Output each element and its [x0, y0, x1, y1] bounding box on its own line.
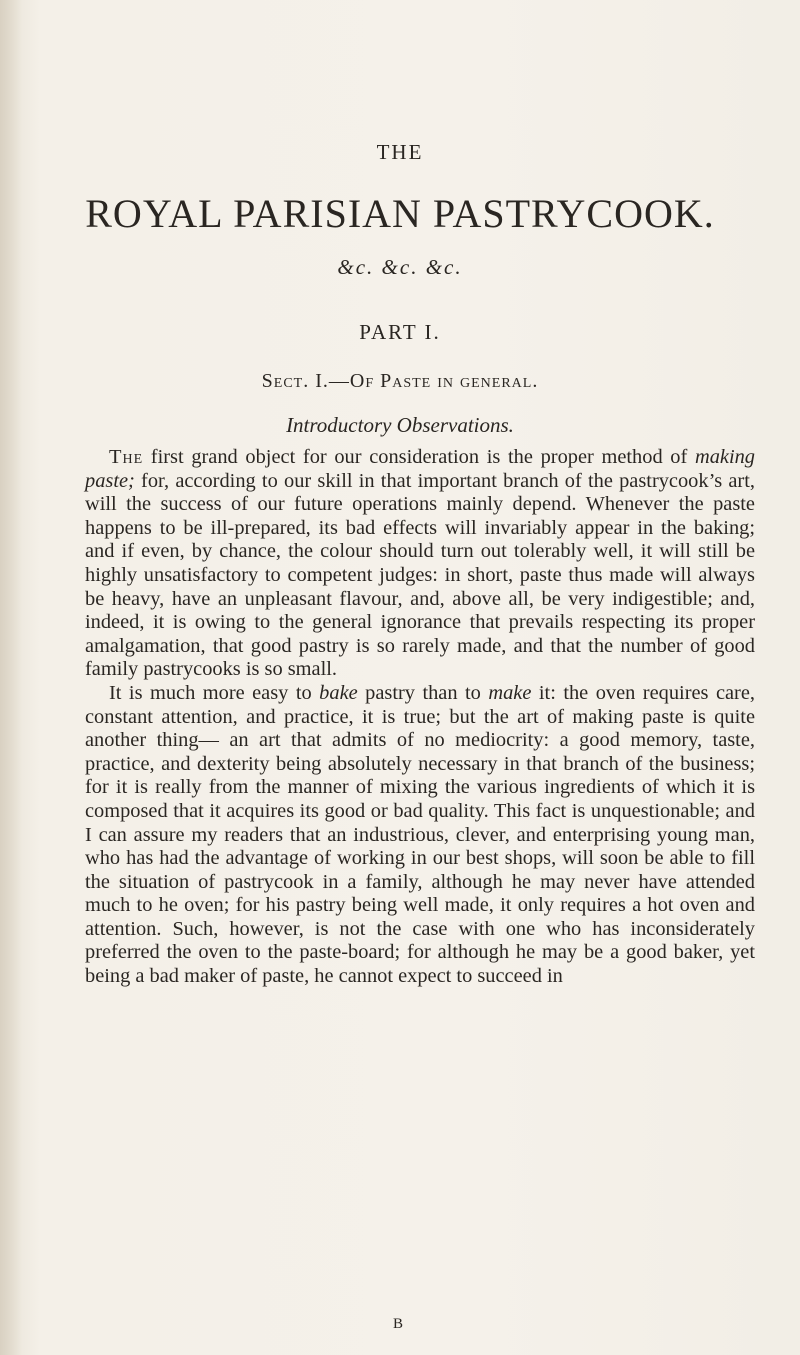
paragraph-2-text-b: pastry than to	[357, 681, 489, 704]
book-title: ROYAL PARISIAN PASTRYCOOK.	[85, 191, 715, 236]
section-heading: Sect. I.—Of Paste in general.	[261, 370, 539, 392]
lead-word: The	[109, 446, 144, 468]
paragraph-2-italic-bake: bake	[319, 681, 358, 704]
paragraph-1	[85, 446, 755, 682]
paragraph-2-text-c: it: the oven requires care, constant attention, and practice, it is true; but the art of making paste is quite another thing— an art that admits of no mediocrity: a good memory, taste, practice, and dexterity being absolutely necessary in that branch of the business; for it is really from the manner of mixing the various ingredients of which it is composed that it acquires its good or bad quality. This fact is unquestionable; and I can assure my readers that an industrious, clever, and enterprising young man, who has had the advantage of working in our best shops, will soon be able to fill the situation of pastrycook in a family, although he may never have attended much to he oven; for his pastry being well made, it only requires a hot oven and attention. Such, however, is not the case with one who has inconsiderately preferred the oven to the paste-board; for although he may be a good baker, yet being a bad maker of paste, he cannot expect to succeed in	[85, 681, 755, 988]
paragraph-1-text-b: for, according to our skill in that important branch of the pastrycook’s art, will the success of our future operations mainly depend. Whenever the paste happens to be ill-prepared, its bad effects will invariably appear in the baking; and if even, by chance, the colour should turn out tolerably well, it will still be highly unsatisfactory to competent judges: in short, paste thus made will always be heavy, have an unpleasant flavour, and, above all, be very indigestible; and, indeed, it is owing to the general ignorance that prevails respecting its proper amalgamation, that good pastry is so rarely made, and that the number of good family pastrycooks is so small.	[85, 469, 755, 681]
paragraph-1-text-a: first grand object for our consideration is the proper method of	[143, 446, 695, 468]
part-heading: PART I.	[359, 320, 441, 344]
body-text	[85, 446, 755, 989]
paragraph-2	[85, 682, 755, 989]
signature-mark: B	[393, 1316, 404, 1332]
subheading: Introductory Observations.	[286, 413, 514, 437]
title-prefix: THE	[376, 140, 424, 164]
title-etc: &c. &c. &c.	[337, 255, 463, 279]
paragraph-2-italic-make: make	[488, 681, 532, 704]
paragraph-2-text-a: It is much more easy to	[109, 681, 320, 704]
paragraph-1-italic: making paste;	[85, 446, 755, 492]
